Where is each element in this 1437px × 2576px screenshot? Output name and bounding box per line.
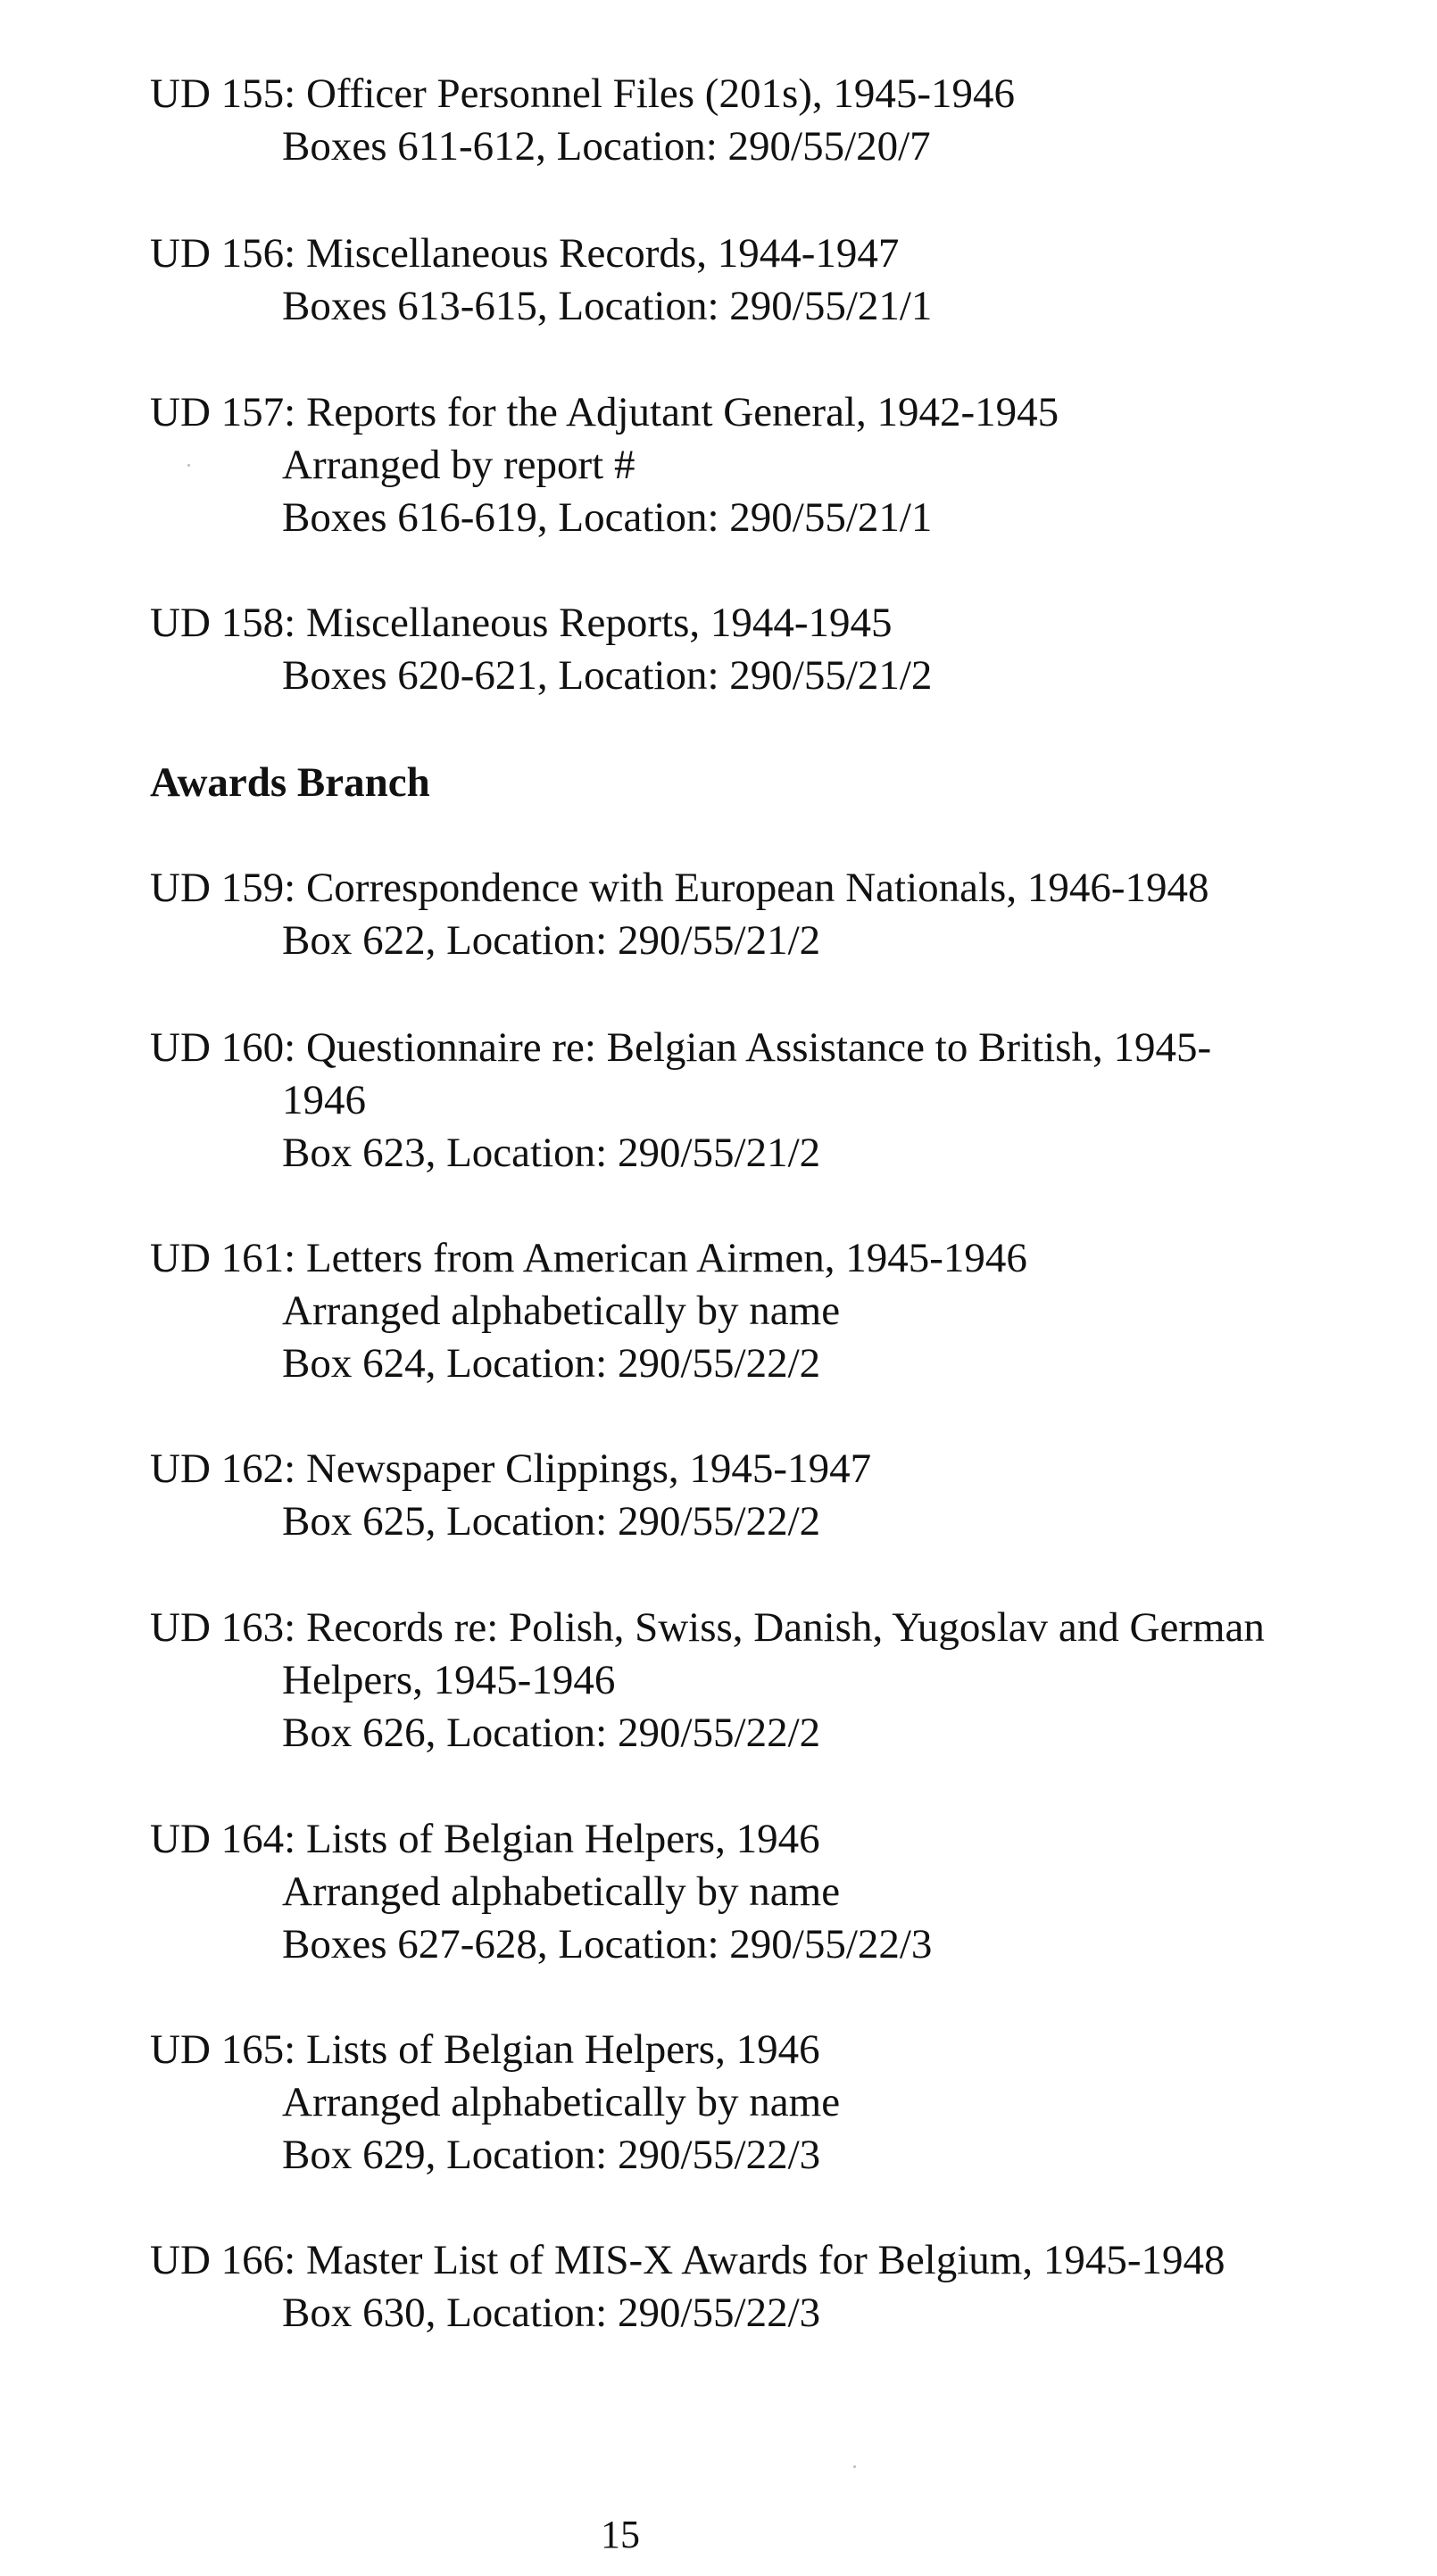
entry-title: UD 155: Officer Personnel Files (201s), 1945-1946 bbox=[150, 70, 1016, 117]
entry-arrangement: Arranged alphabetically by name bbox=[282, 1868, 841, 1915]
entry-location: Box 625, Location: 290/55/22/2 bbox=[282, 1498, 821, 1545]
entry-title-continued: 1946 bbox=[282, 1077, 366, 1123]
entry-title: UD 159: Correspondence with European Nationals, 1946-1948 bbox=[150, 865, 1209, 911]
scan-speck bbox=[187, 464, 190, 467]
record-entry-ud159 bbox=[150, 862, 1364, 967]
record-entry-ud165 bbox=[150, 2024, 1364, 2182]
record-entry-ud158 bbox=[150, 597, 1364, 702]
entry-arrangement: Arranged by report # bbox=[282, 442, 635, 488]
entry-location: Box 630, Location: 290/55/22/3 bbox=[282, 2290, 821, 2336]
record-entry-ud162 bbox=[150, 1443, 1364, 1548]
entry-location: Box 623, Location: 290/55/21/2 bbox=[282, 1130, 821, 1176]
entry-location: Boxes 620-621, Location: 290/55/21/2 bbox=[282, 652, 933, 699]
record-entry-ud160 bbox=[150, 1022, 1364, 1180]
record-entry-ud163 bbox=[150, 1602, 1364, 1760]
entry-location: Boxes 613-615, Location: 290/55/21/1 bbox=[282, 283, 933, 329]
scan-speck bbox=[853, 2465, 856, 2468]
entry-location: Box 624, Location: 290/55/22/2 bbox=[282, 1340, 821, 1387]
entry-title-continued: Helpers, 1945-1946 bbox=[282, 1657, 616, 1703]
page-number: 15 bbox=[601, 2513, 640, 2556]
record-entry-ud166 bbox=[150, 2234, 1364, 2340]
entry-title: UD 158: Miscellaneous Reports, 1944-1945 bbox=[150, 600, 893, 646]
entry-title: UD 157: Reports for the Adjutant General, 1942-1945 bbox=[150, 389, 1059, 435]
entry-title: UD 162: Newspaper Clippings, 1945-1947 bbox=[150, 1445, 872, 1492]
entry-location: Boxes 616-619, Location: 290/55/21/1 bbox=[282, 494, 933, 541]
entry-title: UD 160: Questionnaire re: Belgian Assistance to British, 1945- bbox=[150, 1024, 1212, 1071]
section-heading-awards-branch: Awards Branch bbox=[150, 759, 430, 806]
record-entry-ud157 bbox=[150, 386, 1364, 544]
entry-title: UD 164: Lists of Belgian Helpers, 1946 bbox=[150, 1816, 820, 1862]
entry-title: UD 161: Letters from American Airmen, 1945-1946 bbox=[150, 1235, 1027, 1281]
record-entry-ud155 bbox=[150, 68, 1364, 173]
entry-location: Box 626, Location: 290/55/22/2 bbox=[282, 1710, 821, 1756]
entry-location: Box 629, Location: 290/55/22/3 bbox=[282, 2132, 821, 2178]
entry-title: UD 166: Master List of MIS-X Awards for Belgium, 1945-1948 bbox=[150, 2237, 1225, 2283]
record-entry-ud156 bbox=[150, 228, 1364, 333]
entry-arrangement: Arranged alphabetically by name bbox=[282, 1288, 841, 1334]
entry-location: Boxes 611-612, Location: 290/55/20/7 bbox=[282, 123, 931, 170]
entry-title: UD 163: Records re: Polish, Swiss, Danish, Yugoslav and German bbox=[150, 1604, 1265, 1651]
record-entry-ud164 bbox=[150, 1813, 1364, 1971]
entry-title: UD 156: Miscellaneous Records, 1944-1947 bbox=[150, 230, 900, 277]
entry-arrangement: Arranged alphabetically by name bbox=[282, 2079, 841, 2125]
entry-location: Boxes 627-628, Location: 290/55/22/3 bbox=[282, 1921, 933, 1967]
entry-location: Box 622, Location: 290/55/21/2 bbox=[282, 917, 821, 964]
record-entry-ud161 bbox=[150, 1232, 1364, 1390]
entry-title: UD 165: Lists of Belgian Helpers, 1946 bbox=[150, 2026, 820, 2073]
